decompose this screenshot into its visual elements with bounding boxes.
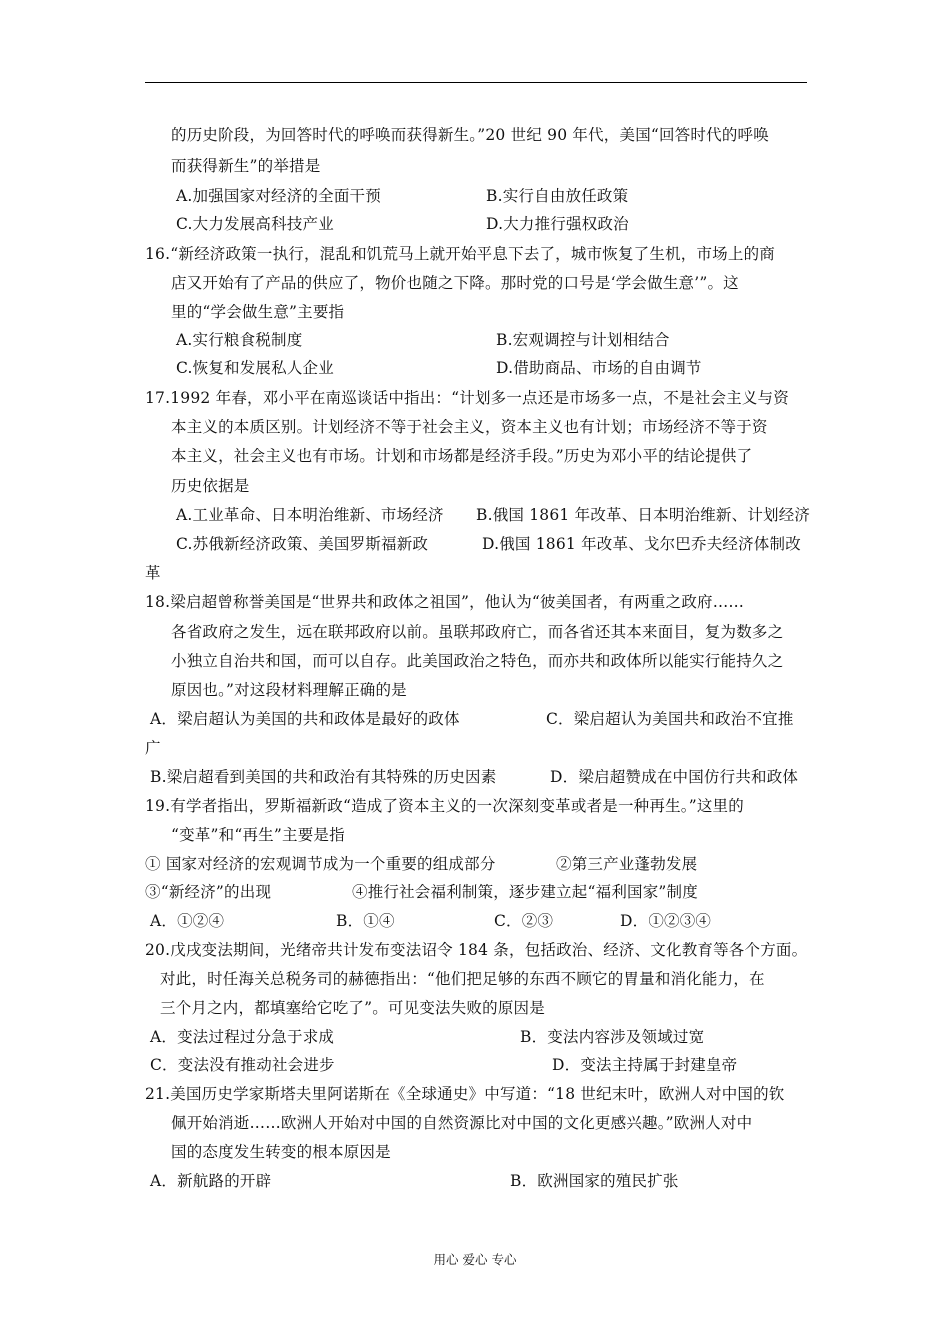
option-c: C．②③ <box>494 912 554 930</box>
question-text: 本主义，社会主义也有市场。计划和市场都是经济手段。”历史为邓小平的结论提供了 <box>171 447 753 465</box>
question-text: 各省政府之发生，远在联邦政府以前。虽联邦政府亡，而各省还其本来面目，复为数多之 <box>171 623 784 641</box>
option-c: C.恢复和发展私人企业 <box>176 359 334 377</box>
option-a: A．梁启超认为美国的共和政体是最好的政体 <box>150 710 460 728</box>
statement-4: ④推行社会福利制策，逐步建立起“福利国家”制度 <box>352 883 698 901</box>
option-d: D.大力推行强权政治 <box>486 215 629 233</box>
option-a: A.加强国家对经济的全面干预 <box>176 187 381 205</box>
option-c: C.大力发展高科技产业 <box>176 215 334 233</box>
option-b: B．变法内容涉及领域过宽 <box>520 1028 705 1046</box>
statement-1: ① 国家对经济的宏观调节成为一个重要的组成部分 <box>145 855 496 873</box>
statement-3: ③“新经济”的出现 <box>145 883 272 901</box>
question-text: 18.梁启超曾称誉美国是“世界共和政体之祖国”，他认为“彼美国者，有两重之政府…… <box>145 593 745 611</box>
option-b: B.俄国 1861 年改革、日本明治维新、计划经济 <box>476 506 811 524</box>
question-text: 三个月之内，都填塞给它吃了”。可见变法失败的原因是 <box>160 999 545 1017</box>
option-b: B.宏观调控与计划相结合 <box>496 331 670 349</box>
question-text: 小独立自治共和国，而可以自存。此美国政治之特色，而亦共和政体所以能实行能持久之 <box>171 652 784 670</box>
option-d: D.借助商品、市场的自由调节 <box>496 359 702 377</box>
question-text: 对此，时任海关总税务司的赫德指出：“他们把足够的东西不顾它的胃量和消化能力，在 <box>160 970 765 988</box>
option-a: A．新航路的开辟 <box>150 1172 272 1190</box>
question-text: 19.有学者指出，罗斯福新政“造成了资本主义的一次深刻变革或者是一种再生。”这里的 <box>145 797 744 815</box>
question-text: 店又开始有了产品的供应了，物价也随之下降。那时党的口号是‘学会做生意’”。这 <box>171 274 739 292</box>
option-d: D．①②③④ <box>620 912 712 930</box>
header-rule <box>145 82 807 83</box>
option-a: A.实行粮食税制度 <box>176 331 303 349</box>
option-d: D．变法主持属于封建皇帝 <box>552 1056 738 1074</box>
option-d: D.俄国 1861 年改革、戈尔巴乔夫经济体制改 <box>482 535 801 553</box>
statement-2: ②第三产业蓬勃发展 <box>556 855 698 873</box>
option-a: A.工业革命、日本明治维新、市场经济 <box>176 506 444 524</box>
option-c: C．梁启超认为美国共和政治不宜推 <box>546 710 794 728</box>
option-c: C.苏俄新经济政策、美国罗斯福新政 <box>176 535 429 553</box>
question-text: 17.1992 年春，邓小平在南巡谈话中指出：“计划多一点还是市场多一点，不是社会主义与资 <box>145 389 789 407</box>
question-text: 本主义的本质区别。计划经济不等于社会主义，资本主义也有计划；市场经济不等于资 <box>171 418 768 436</box>
option-c-wrap: 广 <box>145 739 161 757</box>
question-text: 21.美国历史学家斯塔夫里阿诺斯在《全球通史》中写道：“18 世纪末叶，欧洲人对中国的钦 <box>145 1085 785 1103</box>
question-text: “变革”和“再生”主要是指 <box>171 826 345 844</box>
option-b: B.梁启超看到美国的共和政治有其特殊的历史因素 <box>150 768 497 786</box>
question-text: 而获得新生”的举措是 <box>171 157 321 175</box>
option-a: A．变法过程过分急于求成 <box>150 1028 335 1046</box>
question-text: 里的“学会做生意”主要指 <box>171 303 345 321</box>
question-text: 的历史阶段，为回答时代的呼唤而获得新生。”20 世纪 90 年代，美国“回答时代的呼唤 <box>171 126 769 144</box>
option-b: B.实行自由放任政策 <box>486 187 629 205</box>
question-text: 国的态度发生转变的根本原因是 <box>171 1143 391 1161</box>
option-c: C．变法没有推动社会进步 <box>150 1056 335 1074</box>
option-b: B．①④ <box>336 912 395 930</box>
option-a: A．①②④ <box>150 912 225 930</box>
question-text: 佩开始消逝……欧洲人开始对中国的自然资源比对中国的文化更感兴趣。”欧洲人对中 <box>171 1114 753 1132</box>
question-text: 原因也。”对这段材料理解正确的是 <box>171 681 407 699</box>
question-text: 历史依据是 <box>171 477 250 495</box>
question-text: 16.“新经济政策一执行，混乱和饥荒马上就开始平息下去了，城市恢复了生机，市场上的商 <box>145 245 775 263</box>
option-d: D．梁启超赞成在中国仿行共和政体 <box>550 768 799 786</box>
page-footer: 用心 爱心 专心 <box>433 1252 517 1267</box>
option-b: B．欧洲国家的殖民扩张 <box>510 1172 679 1190</box>
option-d-wrap: 革 <box>145 564 161 582</box>
question-text: 20.戊戌变法期间，光绪帝共计发布变法诏令 184 条，包括政治、经济、文化教育等各个方面。 <box>145 941 808 959</box>
